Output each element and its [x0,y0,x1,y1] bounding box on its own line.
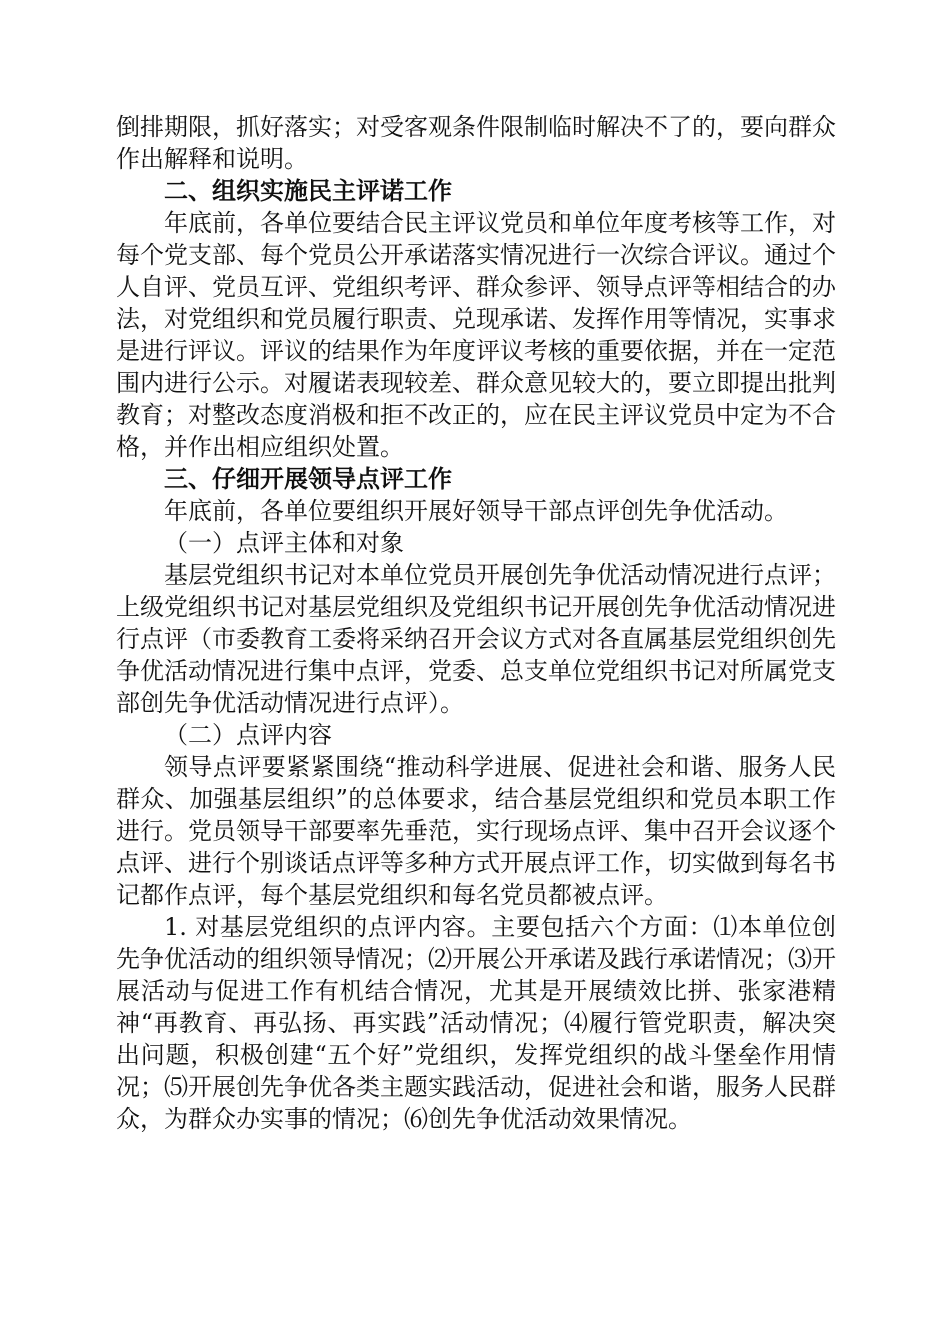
section-heading-3: 三、仔细开展领导点评工作 [164,465,452,493]
paragraph-leadership-intro: 年底前，各单位要组织开展好领导干部点评创先争优活动。 [164,497,788,525]
section-heading-2: 二、组织实施民主评诺工作 [164,177,452,205]
paragraph-continuation: 倒排期限，抓好落实；对受客观条件限制临时解决不了的，要向群众作出解释和说明。 [116,113,836,173]
paragraph-grassroots-content: 1. 对基层党组织的点评内容。主要包括六个方面：⑴本单位创先争优活动的组织领导情况；⑵开展公开承诺及践行承诺情况；⑶开展活动与促进工作有机结合情况，尤其是开展绩效比拼、张家港精神“再教育、再弘扬、再实践”活动情况；⑷履行管党职责，解决突出问题，积极创建“五个好”党组织，发挥党组织的战斗堡垒作用情况；⑸开展创先争优各类主题实践活动，促进社会和谐，服务人民群众，为群众办实事的情况；⑹创先争优活动效果情况。 [116,913,836,1133]
paragraph-evaluation: 年底前，各单位要结合民主评议党员和单位年度考核等工作，对每个党支部、每个党员公开承诺落实情况进行一次综合评议。通过个人自评、党员互评、党组织考评、群众参评、领导点评等相结合的办法，对党组织和党员履行职责、兑现承诺、发挥作用等情况，实事求是进行评议。评议的结果作为年度评议考核的重要依据，并在一定范围内进行公示。对履诺表现较差、群众意见较大的，要立即提出批判教育；对整改态度消极和拒不改正的，应在民主评议党员中定为不合格，并作出相应组织处置。 [116,209,836,461]
document-page [116,111,836,1135]
paragraph-subject-object: 基层党组织书记对本单位党员开展创先争优活动情况进行点评；上级党组织书记对基层党组织及党组织书记开展创先争优活动情况进行点评（市委教育工委将采纳召开会议方式对各直属基层党组织创先争优活动情况进行集中点评，党委、总支单位党组织书记对所属党支部创先争优活动情况进行点评）。 [116,561,836,717]
subheading-content: （二）点评内容 [164,721,332,749]
paragraph-content: 领导点评要紧紧围绕“推动科学进展、促进社会和谐、服务人民群众、加强基层组织”的总体要求，结合基层党组织和党员本职工作进行。党员领导干部要率先垂范，实行现场点评、集中召开会议逐个点评、进行个别谈话点评等多种方式开展点评工作，切实做到每名书记都作点评，每个基层党组织和每名党员都被点评。 [116,753,836,909]
subheading-subject-object: （一）点评主体和对象 [164,529,404,557]
